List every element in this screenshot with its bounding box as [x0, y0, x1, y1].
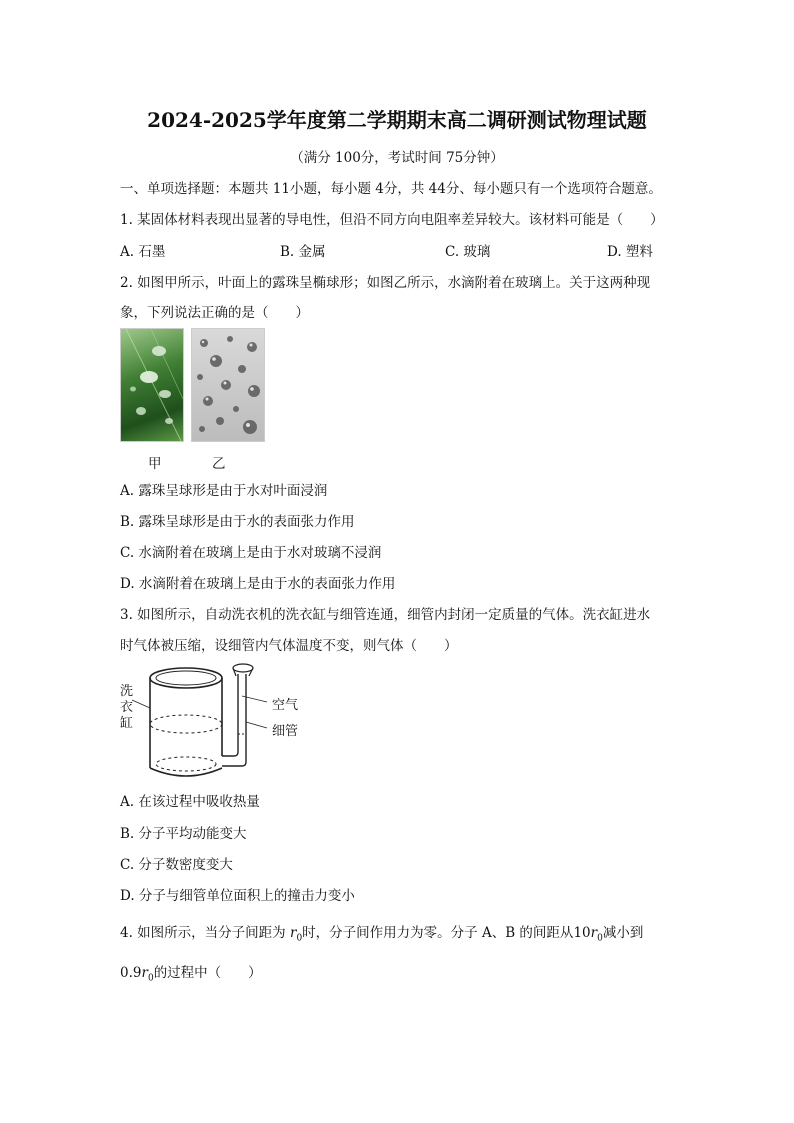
q4-r0-var: r	[289, 925, 297, 941]
page-title: 2024-2025学年度第二学期期末高二调研测试物理试题	[147, 108, 647, 132]
tank-label-1: 洗	[120, 684, 134, 699]
glass-droplets-photo	[191, 328, 265, 442]
q4-r0-var-2: r	[590, 925, 598, 941]
question-3-option-a: A. 在该过程中吸收热量	[120, 794, 260, 810]
question-2-option-b: B. 露珠呈球形是由于水的表面张力作用	[120, 514, 355, 530]
question-3-option-d: D. 分子与细管单位面积上的撞击力变小	[120, 888, 355, 904]
question-3-stem-line-1: 3. 如图所示，自动洗衣机的洗衣缸与细管连通，细管内封闭一定质量的气体。洗衣缸进水	[120, 607, 651, 623]
q4-r0-sub: 0	[296, 933, 303, 944]
question-1-option-d: D. 塑料	[607, 244, 653, 260]
q4-r0-sub-2: 0	[597, 933, 603, 944]
question-2-option-c: C. 水滴附着在玻璃上是由于水对玻璃不浸润	[120, 545, 382, 561]
leaf-dew-photo	[120, 328, 184, 442]
question-2-option-d: D. 水滴附着在玻璃上是由于水的表面张力作用	[120, 576, 396, 592]
leaf-dew-drops	[121, 329, 183, 441]
question-1-stem: 1. 某固体材料表现出显著的导电性，但沿不同方向电阻率差异较大。该材料可能是（ ）	[120, 212, 664, 228]
exam-info: （满分 100分，考试时间 75分钟）	[290, 150, 504, 166]
q4-coef-1: 10	[573, 925, 591, 941]
section-heading: 一、单项选择题：本题共 11小题，每小题 4分，共 44分、每小题只有一个选项符合题意。	[120, 181, 662, 197]
q4-text-a: 4. 如图所示，当分子间距为	[120, 925, 290, 941]
question-2-stem-line-1: 2. 如图甲所示，叶面上的露珠呈椭球形；如图乙所示，水滴附着在玻璃上。关于这两种现	[120, 275, 651, 291]
question-1-option-b: B. 金属	[280, 244, 326, 260]
figure-label-jia: 甲	[148, 456, 162, 472]
question-3-option-c: C. 分子数密度变大	[120, 857, 233, 873]
q4-text-b: 时，分子间作用力为零。分子 A、B 的间距从	[302, 925, 574, 941]
q4-r0-var-3: r	[141, 965, 148, 981]
tank-label-3: 缸	[120, 716, 134, 731]
q4-text-d: 的过程中（ ）	[153, 965, 262, 981]
tube-label: 细管	[272, 724, 299, 739]
q4-coef-2: 0.9	[120, 965, 142, 981]
question-1-option-a: A. 石墨	[120, 244, 166, 260]
q4-text-c: 减小到	[602, 925, 644, 941]
air-label: 空气	[272, 698, 299, 713]
question-2-option-a: A. 露珠呈球形是由于水对叶面浸润	[120, 483, 328, 499]
figure-label-yi: 乙	[212, 456, 226, 472]
tank-label-2: 衣	[120, 700, 134, 715]
question-2-stem-line-2: 象，下列说法正确的是（ ）	[120, 305, 309, 321]
glass-droplets	[192, 329, 264, 441]
question-4-stem-line-1	[120, 921, 643, 944]
q4-r0-sub-3: 0	[147, 973, 154, 984]
question-4-stem-line-2	[120, 961, 262, 984]
question-3-option-b: B. 分子平均动能变大	[120, 826, 247, 842]
question-1-option-c: C. 玻璃	[445, 244, 491, 260]
question-3-stem-line-2: 时气体被压缩，设细管内气体温度不变，则气体（ ）	[120, 638, 458, 654]
